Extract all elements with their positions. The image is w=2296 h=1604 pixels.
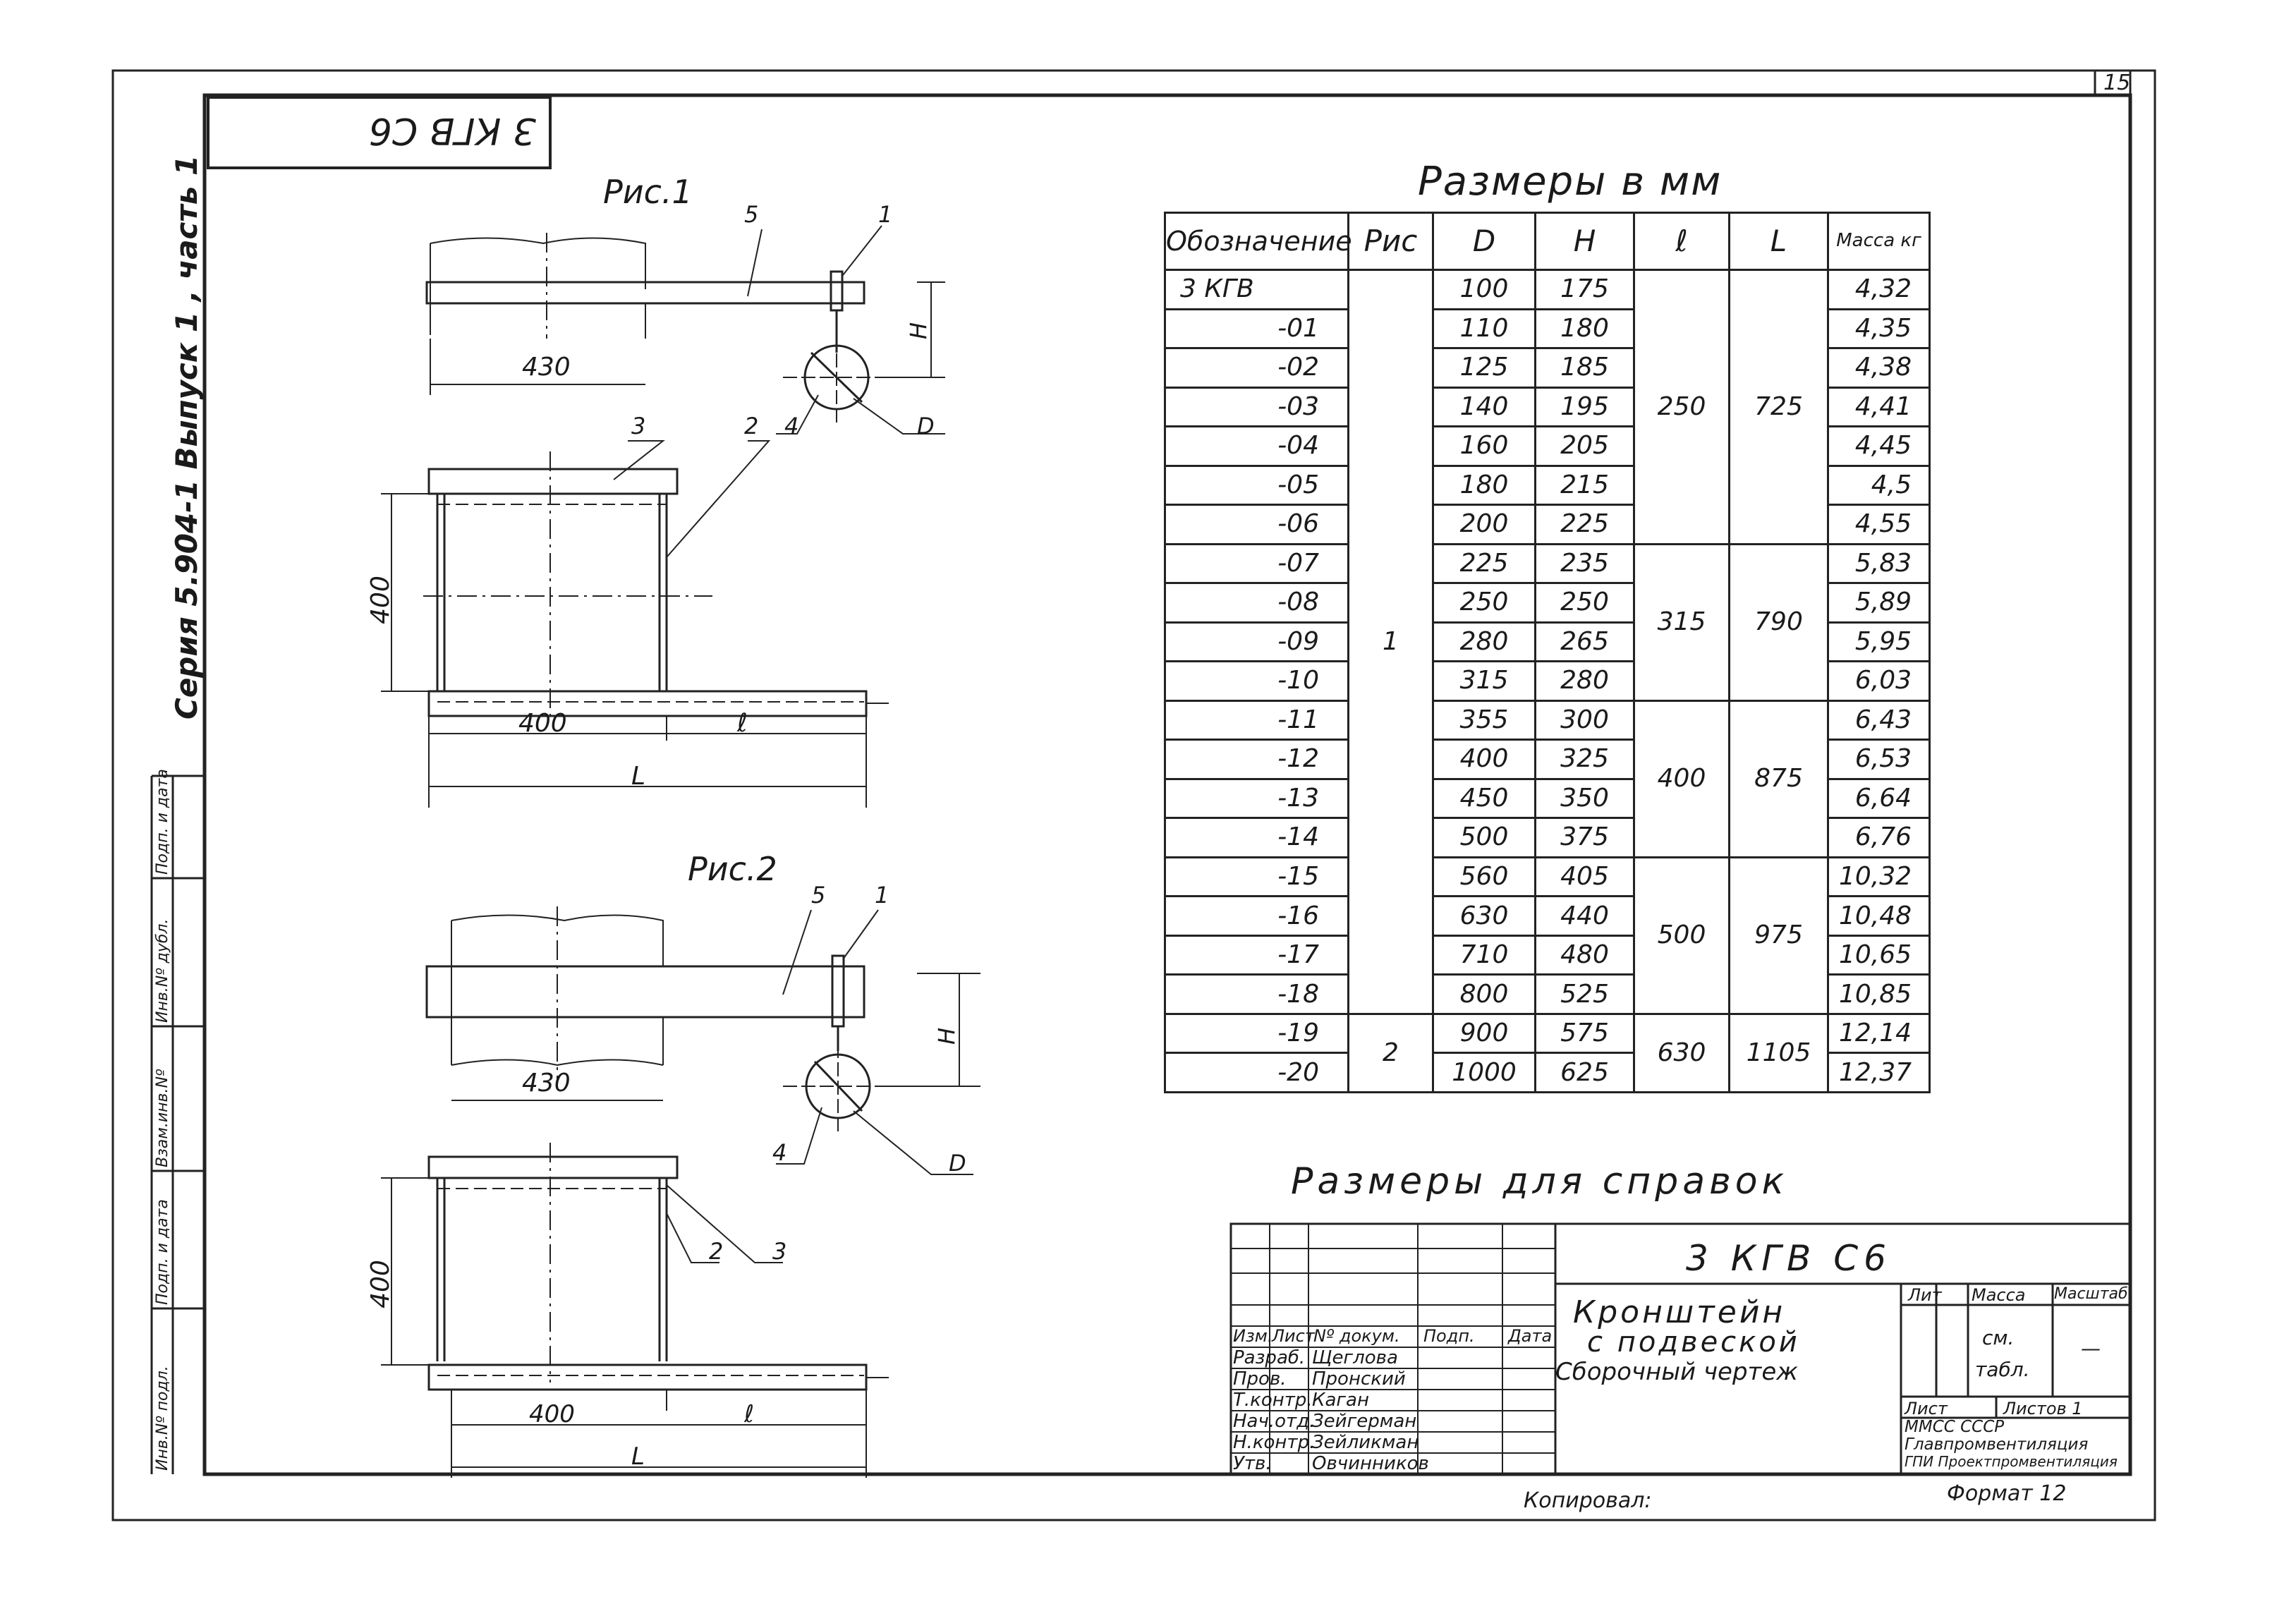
- table-row: [1165, 857, 1930, 897]
- cell-designation: 3 КГВ: [1165, 270, 1349, 310]
- fig1-dim-H: H: [905, 322, 933, 340]
- cell-mass: 10,32: [1828, 857, 1930, 897]
- table-row: [1165, 270, 1930, 310]
- table-title: Размеры в мм: [1418, 159, 1723, 205]
- cell-L: 725: [1730, 270, 1828, 545]
- tb-role: Пров.: [1233, 1368, 1287, 1390]
- cell-mass: 5,89: [1828, 583, 1930, 623]
- tb-col-sign: Подп.: [1423, 1326, 1475, 1346]
- fig1-label-D: D: [917, 413, 935, 439]
- side-stamp-label: Инв.Nº дубл.: [154, 918, 171, 1023]
- format-label: Формат 12: [1947, 1481, 2067, 1506]
- fig1-dim-400: 400: [518, 709, 567, 738]
- cell-H: 300: [1536, 700, 1634, 740]
- tb-col-date: Дата: [1508, 1326, 1553, 1346]
- cell-D: 400: [1433, 740, 1536, 779]
- tb-scale-value: —: [2081, 1337, 2101, 1360]
- table-row: [1165, 700, 1930, 740]
- cell-D: 315: [1433, 662, 1536, 701]
- cell-mass: 4,38: [1828, 348, 1930, 388]
- cell-mass: 5,83: [1828, 544, 1930, 583]
- fig2-dim-l: ℓ: [744, 1400, 755, 1428]
- cell-D: 560: [1433, 857, 1536, 897]
- cell-D: 140: [1433, 387, 1536, 427]
- tb-org-1: ММСС СССР: [1905, 1418, 2005, 1436]
- dimensions-table: [1164, 212, 1931, 1093]
- cell-designation: -12: [1165, 740, 1349, 779]
- cell-L: 790: [1730, 544, 1828, 700]
- table-row: [1165, 1014, 1930, 1053]
- cell-designation: -05: [1165, 466, 1349, 505]
- tb-name: Зейликман: [1312, 1432, 1419, 1453]
- cell-D: 1000: [1433, 1053, 1536, 1093]
- title-block-designation: 3 КГВ С6: [1686, 1238, 1892, 1279]
- cell-l: 315: [1634, 544, 1730, 700]
- fig2-dim-430: 430: [522, 1069, 571, 1098]
- cell-designation: -13: [1165, 779, 1349, 818]
- cell-L: 875: [1730, 700, 1828, 857]
- fig1-pos-4: 4: [784, 413, 799, 439]
- cell-designation: -07: [1165, 544, 1349, 583]
- cell-designation: -19: [1165, 1014, 1349, 1053]
- figure-2-title: Рис.2: [688, 850, 777, 888]
- table-header-row: [1165, 213, 1930, 270]
- cell-H: 185: [1536, 348, 1634, 388]
- cell-mass: 6,43: [1828, 700, 1930, 740]
- col-D: D: [1433, 213, 1536, 270]
- cell-designation: -02: [1165, 348, 1349, 388]
- cell-H: 205: [1536, 427, 1634, 466]
- cell-H: 350: [1536, 779, 1634, 818]
- cell-fig: 2: [1349, 1014, 1433, 1092]
- tb-org-3: ГПИ Проектпромвентиляция: [1905, 1453, 2118, 1470]
- cell-D: 200: [1433, 505, 1536, 545]
- cell-designation: -16: [1165, 897, 1349, 936]
- cell-H: 235: [1536, 544, 1634, 583]
- cell-D: 630: [1433, 897, 1536, 936]
- fig1-pos-2: 2: [744, 413, 759, 439]
- col-H: H: [1536, 213, 1634, 270]
- fig2-pos-3: 3: [772, 1238, 787, 1265]
- side-stamp-label: Инв.Nº подл.: [154, 1366, 171, 1471]
- cell-mass: 6,53: [1828, 740, 1930, 779]
- cell-D: 710: [1433, 935, 1536, 975]
- cell-mass: 5,95: [1828, 622, 1930, 662]
- col-l: ℓ: [1634, 213, 1730, 270]
- fig1-dim-L: L: [631, 762, 646, 791]
- reference-note: Размеры для справок: [1291, 1160, 1789, 1203]
- cell-D: 250: [1433, 583, 1536, 623]
- figure-1-title: Рис.1: [603, 173, 693, 211]
- figure-1-drawing: [381, 226, 945, 808]
- sheet-number: 15: [2103, 71, 2131, 95]
- cell-D: 280: [1433, 622, 1536, 662]
- tb-role: Разраб.: [1233, 1347, 1306, 1368]
- cell-designation: -20: [1165, 1053, 1349, 1093]
- tb-lit-label: Лит: [1908, 1285, 1942, 1305]
- fig2-dim-L: L: [631, 1442, 645, 1471]
- fig1-pos-3: 3: [631, 413, 646, 439]
- fig1-pos-5: 5: [744, 201, 759, 228]
- cell-L: 975: [1730, 857, 1828, 1014]
- cell-D: 225: [1433, 544, 1536, 583]
- fig2-dim-400-vert: 400: [365, 1260, 395, 1308]
- fig2-label-D: D: [949, 1150, 966, 1177]
- title-block-name-1: Кронштейн: [1573, 1294, 1786, 1330]
- side-stamp-label: Подп. и дата: [154, 769, 171, 875]
- cell-mass: 6,76: [1828, 818, 1930, 858]
- cell-designation: -09: [1165, 622, 1349, 662]
- cell-H: 575: [1536, 1014, 1634, 1053]
- cell-H: 325: [1536, 740, 1634, 779]
- tb-role: Н.контр.: [1233, 1432, 1316, 1453]
- fig2-pos-4: 4: [772, 1139, 787, 1166]
- tb-role: Утв.: [1233, 1453, 1272, 1474]
- tb-name: Пронский: [1312, 1368, 1406, 1390]
- cell-H: 375: [1536, 818, 1634, 858]
- cell-H: 180: [1536, 309, 1634, 348]
- cell-D: 450: [1433, 779, 1536, 818]
- col-fig: Рис: [1349, 213, 1433, 270]
- cell-H: 175: [1536, 270, 1634, 310]
- cell-D: 100: [1433, 270, 1536, 310]
- cell-designation: -11: [1165, 700, 1349, 740]
- title-block-name-2: с подвеской: [1587, 1326, 1800, 1359]
- cell-H: 280: [1536, 662, 1634, 701]
- cell-H: 480: [1536, 935, 1634, 975]
- tb-role: Нач.отд.: [1233, 1411, 1316, 1432]
- title-block-name-3: Сборочный чертеж: [1555, 1358, 1798, 1386]
- cell-mass: 10,48: [1828, 897, 1930, 936]
- tb-name: Зейгерман: [1312, 1411, 1417, 1432]
- cell-D: 110: [1433, 309, 1536, 348]
- tb-org-2: Главпромвентиляция: [1905, 1435, 2089, 1454]
- cell-designation: -18: [1165, 975, 1349, 1014]
- cell-designation: -04: [1165, 427, 1349, 466]
- fig1-dim-430: 430: [522, 353, 571, 382]
- cell-l: 630: [1634, 1014, 1730, 1092]
- cell-H: 225: [1536, 505, 1634, 545]
- cell-D: 900: [1433, 1014, 1536, 1053]
- cell-H: 195: [1536, 387, 1634, 427]
- cell-mass: 4,32: [1828, 270, 1930, 310]
- fig1-dim-400-vert: 400: [365, 576, 395, 624]
- tb-sheet-label: Лист: [1905, 1399, 1948, 1418]
- cell-mass: 4,55: [1828, 505, 1930, 545]
- side-stamp-label: Подп. и дата: [154, 1199, 171, 1305]
- cell-H: 405: [1536, 857, 1634, 897]
- fig2-dim-400: 400: [529, 1400, 575, 1428]
- cell-H: 440: [1536, 897, 1634, 936]
- tb-col-izm: Изм.: [1233, 1326, 1273, 1346]
- fig2-dim-H: H: [933, 1027, 961, 1045]
- side-series-text: Серия 5.904-1 Выпуск 1 , часть 1: [169, 154, 204, 719]
- cell-H: 250: [1536, 583, 1634, 623]
- stamp-code: 3 КГВ С6: [368, 109, 536, 152]
- cell-mass: 6,64: [1828, 779, 1930, 818]
- tb-sheets-label: Листов 1: [2003, 1399, 2083, 1418]
- cell-designation: -15: [1165, 857, 1349, 897]
- cell-designation: -08: [1165, 583, 1349, 623]
- cell-l: 400: [1634, 700, 1730, 857]
- tb-col-doc: Nº докум.: [1313, 1326, 1400, 1346]
- col-designation: Обозначение: [1165, 213, 1349, 270]
- fig2-pos-1: 1: [875, 882, 889, 909]
- tb-mass-value-1: см.: [1982, 1326, 2015, 1349]
- fig1-pos-1: 1: [878, 201, 893, 228]
- cell-designation: -06: [1165, 505, 1349, 545]
- cell-fig: 1: [1349, 270, 1433, 1014]
- side-stamp-label: Взам.инв.Nº: [154, 1069, 171, 1167]
- cell-mass: 12,14: [1828, 1014, 1930, 1053]
- tb-col-list: Лист: [1272, 1326, 1315, 1346]
- tb-scale-label: Масштаб: [2054, 1285, 2128, 1303]
- tb-mass-value-2: табл.: [1975, 1358, 2030, 1381]
- cell-D: 160: [1433, 427, 1536, 466]
- tb-mass-label: Масса: [1972, 1285, 2026, 1305]
- cell-mass: 4,35: [1828, 309, 1930, 348]
- col-mass: Масса кг: [1828, 213, 1930, 270]
- tb-name: Каган: [1312, 1390, 1369, 1411]
- table-row: [1165, 544, 1930, 583]
- cell-D: 500: [1433, 818, 1536, 858]
- cell-designation: -14: [1165, 818, 1349, 858]
- cell-designation: -03: [1165, 387, 1349, 427]
- cell-designation: -10: [1165, 662, 1349, 701]
- cell-mass: 12,37: [1828, 1053, 1930, 1093]
- cell-H: 265: [1536, 622, 1634, 662]
- col-L: L: [1730, 213, 1828, 270]
- fig2-pos-5: 5: [811, 882, 826, 909]
- cell-H: 625: [1536, 1053, 1634, 1093]
- cell-mass: 10,65: [1828, 935, 1930, 975]
- copied-label: Копировал:: [1524, 1488, 1652, 1513]
- cell-designation: -17: [1165, 935, 1349, 975]
- cell-mass: 6,03: [1828, 662, 1930, 701]
- cell-H: 215: [1536, 466, 1634, 505]
- fig1-dim-l: ℓ: [737, 709, 748, 738]
- cell-l: 500: [1634, 857, 1730, 1014]
- cell-L: 1105: [1730, 1014, 1828, 1092]
- cell-H: 525: [1536, 975, 1634, 1014]
- cell-l: 250: [1634, 270, 1730, 545]
- cell-mass: 4,45: [1828, 427, 1930, 466]
- cell-mass: 4,41: [1828, 387, 1930, 427]
- fig2-pos-2: 2: [709, 1238, 724, 1265]
- cell-D: 180: [1433, 466, 1536, 505]
- tb-role: Т.контр.: [1233, 1390, 1313, 1411]
- cell-D: 355: [1433, 700, 1536, 740]
- tb-name: Щеглова: [1312, 1347, 1398, 1368]
- cell-D: 800: [1433, 975, 1536, 1014]
- cell-mass: 4,5: [1828, 466, 1930, 505]
- tb-name: Овчинников: [1312, 1453, 1429, 1474]
- cell-designation: -01: [1165, 309, 1349, 348]
- cell-D: 125: [1433, 348, 1536, 388]
- figure-2-drawing: [381, 906, 980, 1478]
- cell-mass: 10,85: [1828, 975, 1930, 1014]
